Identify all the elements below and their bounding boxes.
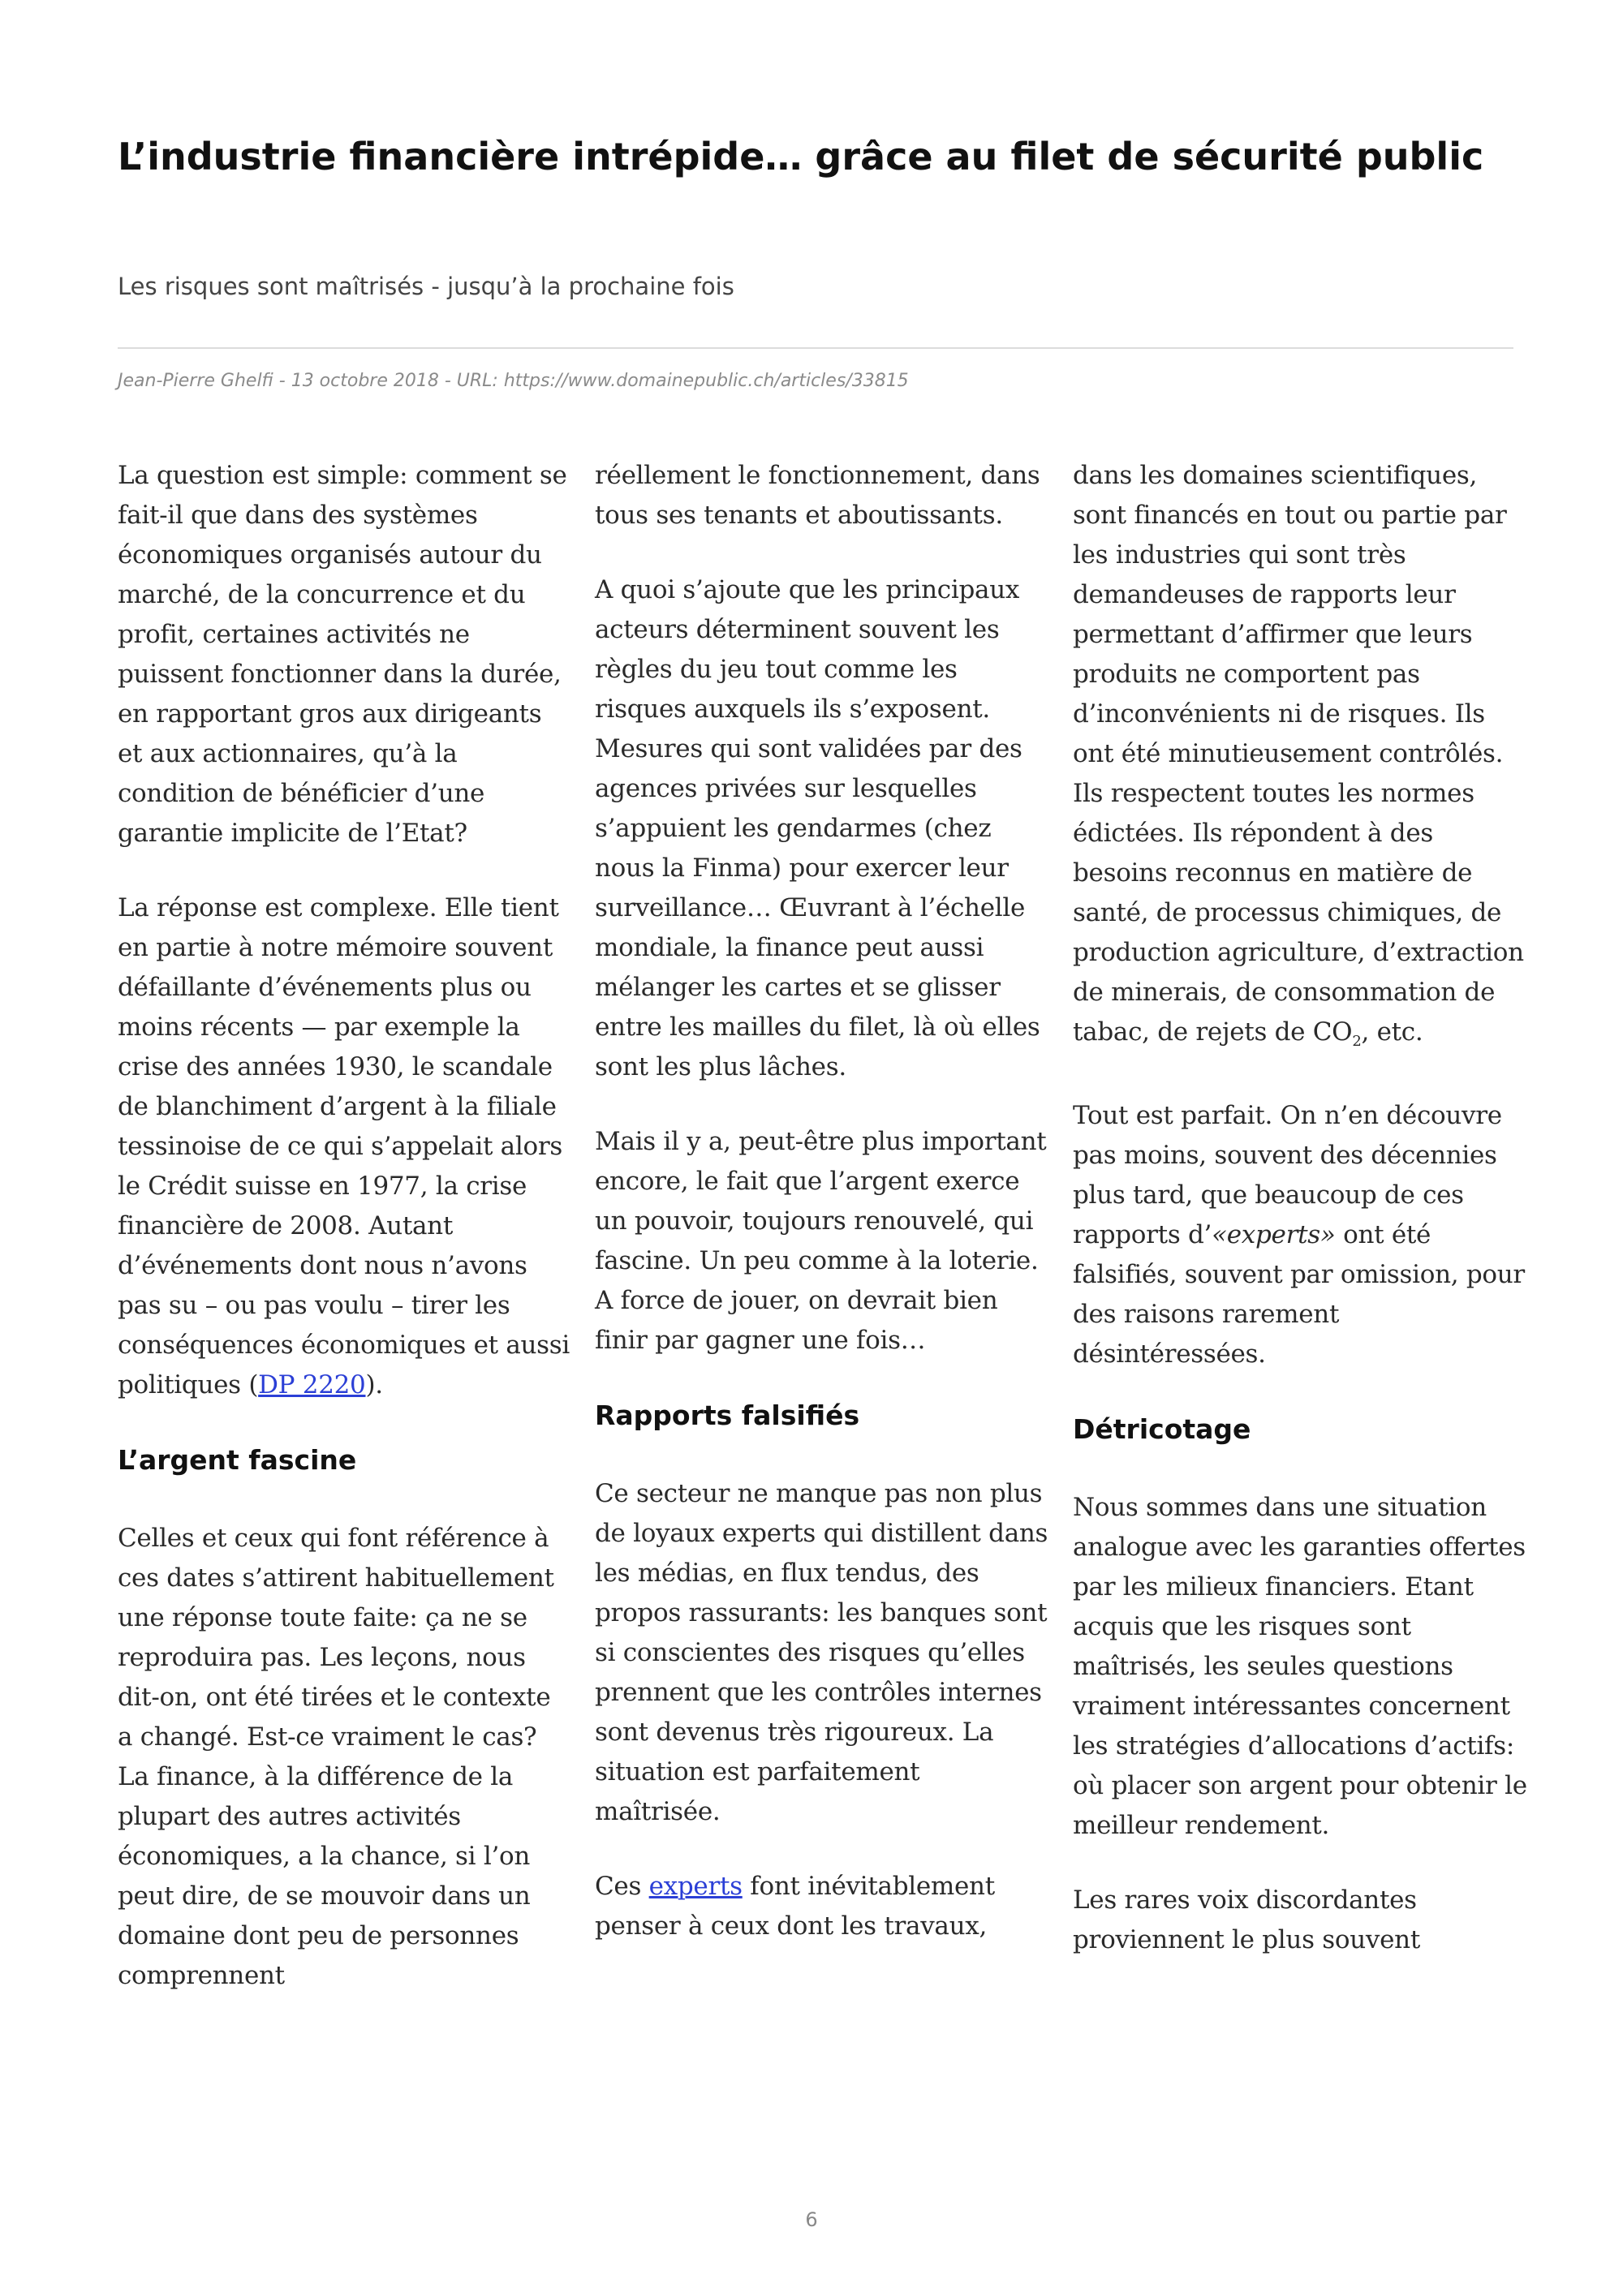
paragraph: Tout est parfait. On n’en découvre pas moins, souvent des décennies plus tard, que beaucoup de ces rapports d’«experts» ont été falsifiés, souvent par omission, pour des raisons rarement désintéressées. xyxy=(1073,1101,1525,1369)
paragraph: A quoi s’ajoute que les principaux acteurs déterminent souvent les règles du jeu tout comme les risques auxquels ils s’exposent. Mesures qui sont validées par des agences privées sur lesquelles s’appuient les gendarmes (chez nous la Finma) pour exercer leur surveillance… Œuvrant à l’échelle mondiale, la finance peut aussi mélanger les cartes et se glisser entre les mailles du filet, là où elles sont les plus lâches. xyxy=(595,575,1040,1081)
section-heading-argent-fascine: L’argent fascine xyxy=(118,1444,357,1476)
article-meta: Jean-Pierre Ghelfi - 13 octobre 2018 - URL: https://www.domainepublic.ch/articles/33815 xyxy=(118,371,909,391)
paragraph: Mais il y a, peut-être plus important encore, le fait que l’argent exerce un pouvoir, toujours renouvelé, qui fascine. Un peu comme à la loterie. A force de jouer, on devrait bien finir par gagner une fois… xyxy=(595,1127,1047,1355)
column-3 xyxy=(1073,456,1527,1995)
column-1 xyxy=(118,456,572,2031)
experts-link[interactable]: experts xyxy=(648,1872,743,1901)
article-subtitle: Les risques sont maîtrisés - jusqu’à la prochaine fois xyxy=(118,273,734,300)
section-heading-detricotage: Détricotage xyxy=(1073,1413,1251,1446)
page-number: 6 xyxy=(805,2208,818,2231)
header-divider xyxy=(118,347,1513,349)
paragraph: Ces experts font inévitablement penser à ceux dont les travaux, xyxy=(595,1872,995,1941)
paragraph: dans les domaines scientifiques, sont financés en tout ou partie par les industries qui sont très demandeuses de rapports leur permettant d’affirmer que leurs produits ne comportent pas d’inconvénients ni de risques. Ils ont été minutieusement contrôlés. Ils respectent toutes les normes édictées. Ils répondent à des besoins reconnus en matière de santé, de processus chimiques, de production agriculture, d’extraction de minerais, de consommation de tabac, de rejets de $CO_2$, etc. xyxy=(1073,461,1524,1051)
column-2 xyxy=(595,456,1049,1981)
paragraph: réellement le fonctionnement, dans tous ses tenants et aboutissants. xyxy=(595,461,1040,530)
article-title: L’industrie financière intrépide… grâce au filet de sécurité public xyxy=(118,135,1484,178)
paragraph: Nous sommes dans une situation analogue avec les garanties offertes par les milieux financiers. Etant acquis que les risques sont maîtrisés, les seules questions vraiment intéressantes concernent les stratégies d’allocations d’actifs: où placer son argent pour obtenir le meilleur rendement. xyxy=(1073,1493,1527,1841)
paragraph: Celles et ceux qui font référence à ces dates s’attirent habituellement une réponse toute faite: ça ne se reproduira pas. Les leçons, nous dit-on, ont été tirées et le contexte a changé. Est-ce vraiment le cas? La finance, à la différence de la plupart des autres activités économiques, a la chance, si l’on peut dire, de se mouvoir dans un domaine dont peu de personnes comprennent xyxy=(118,1524,554,1990)
paragraph: La question est simple: comment se fait-il que dans des systèmes économiques organisés autour du marché, de la concurrence et du profit, certaines activités ne puissent fonctionner dans la durée, en rapportant gros aux dirigeants et aux actionnaires, qu’à la condition de bénéficier d’une garantie implicite de l’Etat? xyxy=(118,461,567,848)
section-heading-rapports-falsifies: Rapports falsifiés xyxy=(595,1400,860,1431)
dp-2220-link[interactable]: DP 2220 xyxy=(258,1370,366,1400)
paragraph: La réponse est complexe. Elle tient en partie à notre mémoire souvent défaillante d’événements plus ou moins récents — par exemple la crise des années 1930, le scandale de blanchiment d’argent à la filiale tessinoise de ce qui s’appelait alors le Crédit suisse en 1977, la crise financière de 2008. Autant d’événements dont nous n’avons pas su – ou pas voulu – tirer les conséquences économiques et aussi politiques (DP 2220). xyxy=(118,893,570,1400)
paragraph: Les rares voix discordantes proviennent le plus souvent xyxy=(1073,1885,1420,1955)
paragraph: Ce secteur ne manque pas non plus de loyaux experts qui distillent dans les médias, en flux tendus, des propos rassurants: les banques sont si conscientes des risques qu’elles prennent que les contrôles internes sont devenus très rigoureux. La situation est parfaitement maîtrisée. xyxy=(595,1479,1048,1826)
